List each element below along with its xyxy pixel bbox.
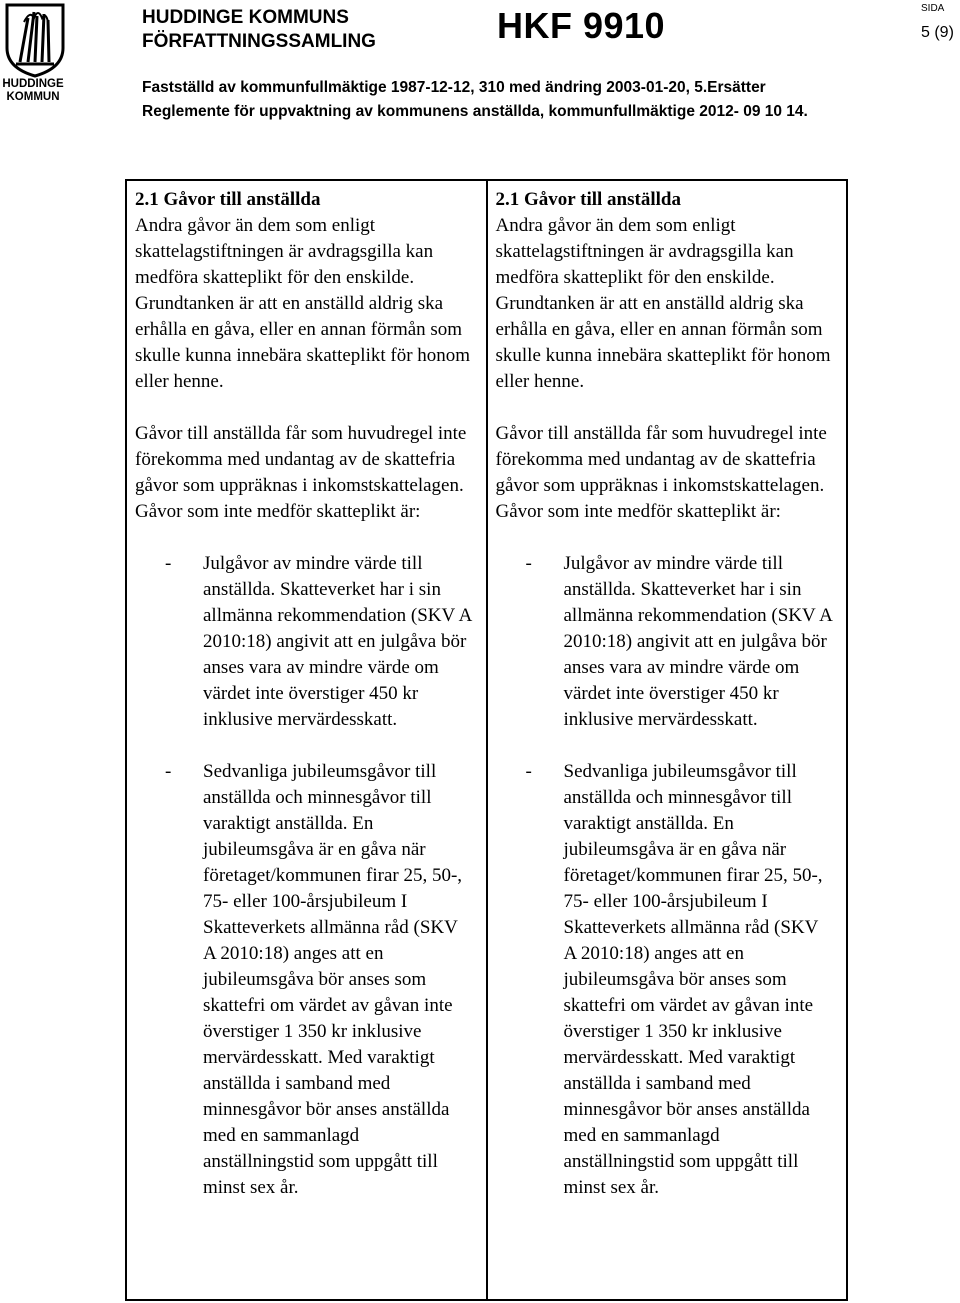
right-column-cell: [487, 180, 848, 1300]
left-column-cell: [126, 180, 487, 1300]
list-item-text: Sedvanliga jubileumsgåvor till anställda och minnesgåvor till varaktigt anställda. En jubileumsgåva är en gåva när företaget/kommunen firar 25, 50-, 75- eller 100-årsjubileum I Skatteverkets allmänna råd (SKV A 2010:18) anges att en jubileumsgåva bör anses som skattefri om värdet av gåvan inte överstiger 1 350 kr inklusive mervärdesskatt. Med varaktigt anställda i samband med minnesgåvor bör anses anställda med en sammanlagd anställningstid som uppgått till minst sex år.: [203, 761, 463, 1198]
page-number: 5 (9): [921, 24, 954, 41]
section-heading: 2.1 Gåvor till anställda: [135, 189, 321, 210]
logo-line: HUDDINGE: [2, 78, 64, 90]
document-metadata: [142, 76, 808, 124]
table-row: [126, 180, 847, 1300]
list-dash: -: [165, 553, 172, 574]
list-item: [135, 551, 478, 733]
document-code: HKF 9910: [497, 5, 666, 46]
list-dash: -: [525, 553, 532, 574]
org-line-1: HUDDINGE KOMMUNS: [142, 7, 349, 28]
paragraph: Andra gåvor än dem som enligt skattelagstiftningen är avdragsgilla kan medföra skatteplikt för den enskilde. Grundtanken är att en anställd aldrig ska erhålla en gåva, eller en annan förmån som skulle kunna innebära skatteplikt för honom eller henne.: [495, 215, 831, 392]
list-dash: -: [525, 761, 532, 782]
meta-line-2: Reglemente för uppvaktning av kommunens anställda, kommunfullmäktige 2012- 09 10 14.: [142, 103, 808, 120]
list-dash: -: [165, 761, 172, 782]
paragraph: Andra gåvor än dem som enligt skattelagstiftningen är avdragsgilla kan medföra skatteplikt för den enskilde. Grundtanken är att en anställd aldrig ska erhålla en gåva, eller en annan förmån som skulle kunna innebära skatteplikt för honom eller henne.: [135, 215, 471, 392]
list-item: [496, 551, 839, 733]
list-item-text: Sedvanliga jubileumsgåvor till anställda och minnesgåvor till varaktigt anställda. En jubileumsgåva är en gåva när företaget/kommunen firar 25, 50-, 75- eller 100-årsjubileum I Skatteverkets allmänna råd (SKV A 2010:18) anges att en jubileumsgåva bör anses som skattefri om värdet av gåvan inte överstiger 1 350 kr inklusive mervärdesskatt. Med varaktigt anställda i samband med minnesgåvor bör anses anställda med en sammanlagd anställningstid som uppgått till minst sex år.: [563, 761, 823, 1198]
logo-wordmark: [0, 78, 66, 104]
page-label: SIDA: [921, 3, 945, 14]
paragraph: Gåvor till anställda får som huvudregel inte förekomma med undantag av de skattefria gåvor som uppräknas i inkomstskattelagen. Gåvor som inte medför skatteplikt är:: [135, 423, 467, 522]
paragraph: Gåvor till anställda får som huvudregel inte förekomma med undantag av de skattefria gåvor som uppräknas i inkomstskattelagen. Gåvor som inte medför skatteplikt är:: [495, 423, 827, 522]
coat-of-arms-icon: [4, 2, 66, 78]
meta-line-1: Fastställd av kommunfullmäktige 1987-12-12, 310 med ändring 2003-01-20, 5.Ersätter: [142, 79, 766, 96]
comparison-table: [125, 179, 848, 1301]
list-item: [496, 759, 839, 1201]
org-line-2: FÖRFATTNINGSSAMLING: [142, 31, 376, 52]
organization-name: [142, 6, 376, 54]
list-item-text: Julgåvor av mindre värde till anställda. Skatteverket har i sin allmänna rekommendation (SKV A 2010:18) angivit att en julgåva bör anses vara av mindre värde om värdet inte överstiger 450 kr inklusive mervärdesskatt.: [203, 553, 472, 730]
list-item-text: Julgåvor av mindre värde till anställda. Skatteverket har i sin allmänna rekommendation (SKV A 2010:18) angivit att en julgåva bör anses vara av mindre värde om värdet inte överstiger 450 kr inklusive mervärdesskatt.: [563, 553, 832, 730]
section-heading: 2.1 Gåvor till anställda: [495, 189, 681, 210]
list-item: [135, 759, 478, 1201]
logo-line: KOMMUN: [6, 91, 60, 103]
